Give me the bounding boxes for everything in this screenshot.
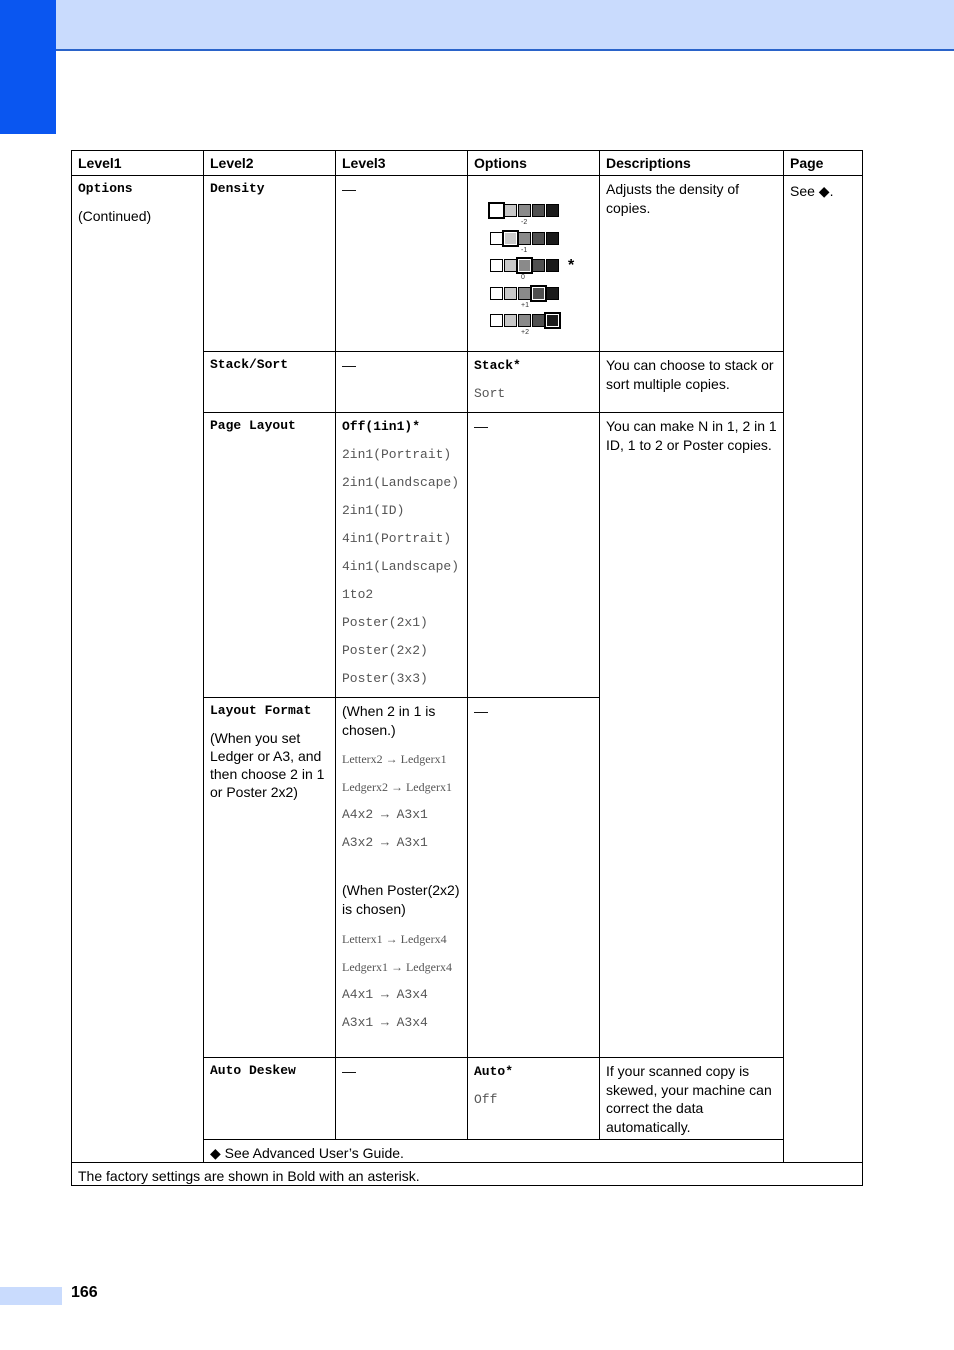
page-layout-option: Poster(2x2) [342,643,428,658]
density-label: Density [210,181,265,196]
density-level-label: +2 [521,329,529,336]
stack-sort-level3: — [342,357,356,373]
density-options [468,176,600,352]
header-level3: Level3 [336,151,468,176]
settings-table [71,150,863,1186]
layout-2in1-option: A3x2 → A3x1 [342,835,428,850]
density-level-row [490,281,593,309]
header-descriptions: Descriptions [600,151,784,176]
layout-poster-option: Letterx1 → Ledgerx4 [342,932,447,946]
footnote-defaults: The factory settings are shown in Bold with an asterisk. [72,1163,863,1186]
level1-continued: (Continued) [78,208,152,224]
density-square [546,259,559,272]
density-level-label: 0 [521,274,525,281]
density-selected-square [530,285,547,302]
density-level-label: -1 [521,246,528,254]
density-level-label: -2 [521,219,528,226]
layout-format-options [336,698,468,1058]
option-off: Off [474,1092,498,1107]
page-number-stripe [0,1287,62,1305]
page-reference: See ◆. [790,183,834,199]
density-level-label: +1 [521,301,529,309]
chapter-tab [0,0,56,134]
density-square [546,287,559,300]
page-layout-option: Poster(3x3) [342,671,428,686]
header-band [0,0,954,51]
density-square [490,314,503,327]
density-level-row [490,198,593,226]
header-page: Page [784,151,863,176]
layout-format-options-dash: — [474,703,488,719]
density-selected-square [488,202,505,219]
density-square [504,287,517,300]
level1-name: Options [78,181,133,196]
density-square [518,232,531,245]
layout-format-label: Layout Format [210,703,312,718]
layout-format-note: (When you set Ledger or A3, and then choose 2 in 1 or Poster 2x2) [210,730,325,800]
density-selected-square [544,312,561,329]
default-asterisk: * [568,257,575,274]
density-square [518,204,531,217]
header-level1: Level1 [72,151,204,176]
density-square [490,259,503,272]
auto-deskew-description: If your scanned copy is skewed, your machine can correct the data automatically. [606,1063,772,1135]
row-density [72,176,863,352]
page-layout-description: You can make N in 1, 2 in 1 ID, 1 to 2 or Poster copies. [606,418,777,453]
density-selected-square [516,257,533,274]
header-level2: Level2 [204,151,336,176]
auto-deskew-level3: — [342,1063,356,1079]
page-layout-option: 1to2 [342,587,374,602]
density-square [532,232,545,245]
header-row [72,151,863,176]
density-square [546,204,559,217]
page-layout-options-dash: — [474,418,488,434]
option-sort: Sort [474,386,506,401]
density-square [532,259,545,272]
density-square [504,204,517,217]
page-layout-options [336,413,468,698]
density-level3: — [342,181,356,197]
footnote-row-2 [72,1163,863,1186]
footnote-guide: ◆ See Advanced User’s Guide. [204,1140,863,1163]
density-level-row [490,253,593,281]
option-off-1in1: Off(1in1)* [342,419,421,434]
page-layout-option: 2in1(Portrait) [342,447,452,462]
layout-2in1-option: Ledgerx2 → Ledgerx1 [342,780,452,794]
auto-deskew-label: Auto Deskew [210,1063,296,1078]
option-stack: Stack* [474,358,521,373]
layout-poster-option: A3x1 → A3x4 [342,1015,428,1030]
density-square [532,204,545,217]
page-layout-label: Page Layout [210,418,296,433]
layout-2in1-option: A4x2 → A3x1 [342,807,428,822]
page-layout-option: 2in1(Landscape) [342,475,460,490]
stack-sort-description: You can choose to stack or sort multiple copies. [606,357,774,392]
density-square [504,314,517,327]
density-square [490,287,503,300]
page-layout-option: 4in1(Portrait) [342,531,452,546]
density-square [546,232,559,245]
density-level-row [490,308,593,336]
note-poster: (When Poster(2x2) is chosen) [342,882,460,917]
layout-poster-option: A4x1 → A3x4 [342,987,428,1002]
header-options: Options [468,151,600,176]
page-layout-option: 4in1(Landscape) [342,559,460,574]
level1-cell [72,176,204,1163]
page-number: 166 [71,1284,98,1301]
density-level-row [490,226,593,254]
note-2in1: (When 2 in 1 is chosen.) [342,703,436,738]
density-selected-square [502,230,519,247]
layout-poster-option: Ledgerx1 → Ledgerx4 [342,960,452,974]
density-description: Adjusts the density of copies. [606,181,740,216]
option-auto: Auto* [474,1064,514,1079]
page-layout-option: 2in1(ID) [342,503,405,518]
page-layout-option: Poster(2x1) [342,615,428,630]
density-square [518,314,531,327]
layout-2in1-option: Letterx2 → Ledgerx1 [342,752,447,766]
stack-sort-label: Stack/Sort [210,357,289,372]
page-cell [784,176,863,1163]
